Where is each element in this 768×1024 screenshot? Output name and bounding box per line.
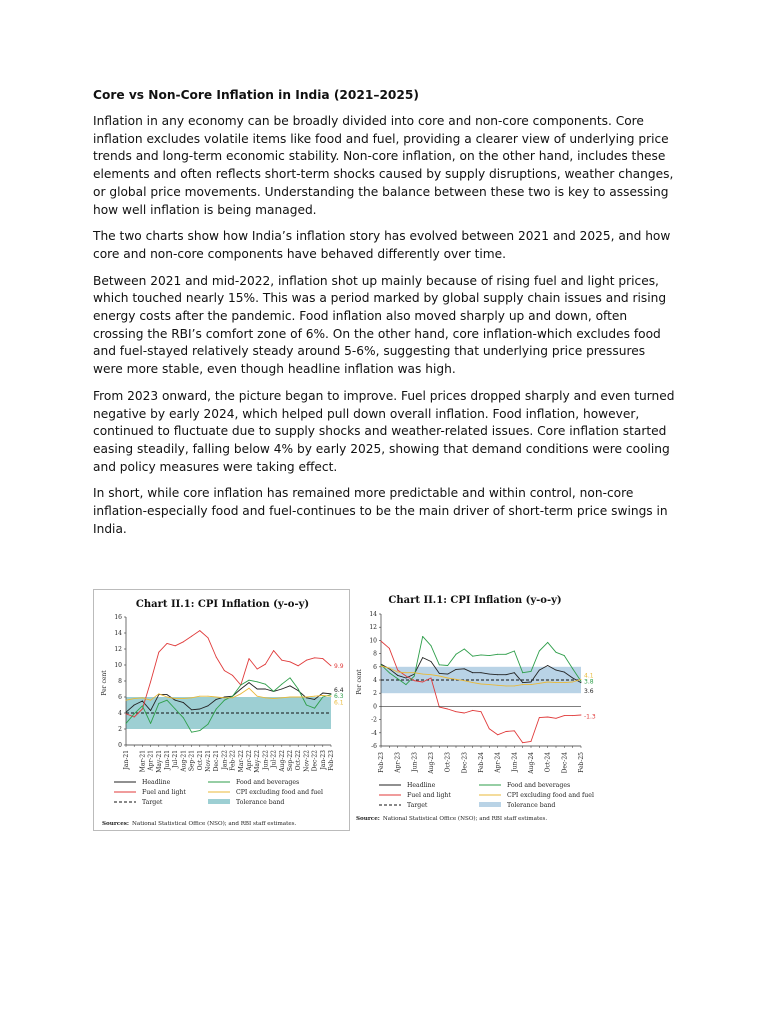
data-point (126, 723, 127, 724)
data-point (249, 688, 250, 689)
source-note (102, 820, 297, 827)
data-point (456, 669, 457, 670)
data-point (175, 709, 176, 710)
data-point (522, 682, 523, 683)
data-point (249, 658, 250, 659)
end-value-label: 3.8 (584, 678, 594, 686)
data-point (314, 699, 315, 700)
data-point (290, 677, 291, 678)
x-tick-label: Dec-21 (213, 750, 221, 772)
data-point (514, 730, 515, 731)
data-point (126, 712, 127, 713)
data-point (331, 694, 332, 695)
data-point (134, 713, 135, 714)
data-point (472, 672, 473, 673)
y-tick-label: -2 (371, 716, 377, 724)
data-point (556, 682, 557, 683)
legend-label: CPI excluding food and fuel (507, 792, 594, 799)
data-point (422, 657, 423, 658)
data-point (208, 637, 209, 638)
data-point (439, 673, 440, 674)
data-point (191, 709, 192, 710)
y-tick-label: 6 (118, 694, 122, 701)
data-point (306, 697, 307, 698)
data-point (489, 674, 490, 675)
legend-label: Fuel and light (407, 792, 451, 799)
data-point (199, 696, 200, 697)
data-point (142, 709, 143, 710)
paragraph-2021-2022: Between 2021 and mid-2022, inflation shot up mainly because of rising fuel and light prices, which touched nearly 15%. This was a period marked by global supply chain issues and rising energy costs after the pandemic. Food inflation also moved sharply up and down, often crossing the RBI’s comfort zone of 6%. On the other hand, core inflation-which excludes food and fuel-stayed relatively steady around 5-6%, suggesting that underlying price pressures were more stable, even though headline inflation was high. (93, 273, 667, 377)
chart-2-canvas (351, 588, 606, 828)
data-point (381, 641, 382, 642)
data-point (290, 697, 291, 698)
data-point (564, 672, 565, 673)
data-point (290, 661, 291, 662)
end-value-label: 3.6 (584, 688, 594, 696)
x-tick-label: Apr-23 (394, 752, 402, 773)
data-point (224, 697, 225, 698)
x-tick-label: Jun-23 (411, 752, 419, 772)
data-point (422, 674, 423, 675)
x-tick-label: Oct-22 (295, 750, 303, 771)
data-point (422, 682, 423, 683)
data-point (481, 684, 482, 685)
data-point (167, 643, 168, 644)
data-point (481, 672, 482, 673)
data-point (539, 670, 540, 671)
data-point (142, 701, 143, 702)
data-point (183, 641, 184, 642)
data-point (306, 705, 307, 706)
x-tick-label: Dec-23 (461, 752, 469, 774)
data-point (464, 713, 465, 714)
data-point (406, 672, 407, 673)
y-tick-label: 4 (118, 710, 122, 717)
legend-label: CPI excluding food and fuel (236, 789, 323, 796)
data-point (489, 655, 490, 656)
document-body (93, 86, 678, 547)
legend-label: Target (142, 799, 163, 806)
data-point (208, 705, 209, 706)
y-tick-label: 10 (114, 662, 122, 669)
data-point (564, 655, 565, 656)
data-point (281, 684, 282, 685)
x-tick-label: Feb-24 (478, 752, 485, 773)
data-point (531, 684, 532, 685)
x-tick-label: Aug-23 (428, 752, 435, 774)
legend-label: Tolerance band (507, 802, 556, 809)
chart-title: Chart II.1: CPI Inflation (y-o-y) (135, 599, 310, 610)
data-point (531, 682, 532, 683)
data-point (481, 654, 482, 655)
data-point (531, 671, 532, 672)
data-point (314, 657, 315, 658)
x-tick-label: May-22 (254, 750, 262, 773)
y-tick-label: 0 (373, 703, 377, 711)
data-point (224, 700, 225, 701)
data-point (249, 682, 250, 683)
data-point (522, 672, 523, 673)
data-point (539, 717, 540, 718)
data-point (414, 676, 415, 677)
y-tick-label: 14 (369, 611, 377, 618)
data-point (556, 652, 557, 653)
data-point (224, 697, 225, 698)
data-point (522, 684, 523, 685)
data-point (514, 685, 515, 686)
source-text: National Statistical Office (NSO); and RBI staff estimates. (382, 816, 548, 822)
x-tick-label: Dec-24 (561, 752, 569, 774)
data-point (506, 674, 507, 675)
chart-cpi-inflation-2021-2023 (93, 589, 350, 831)
data-point (306, 697, 307, 698)
data-point (134, 717, 135, 718)
data-point (281, 697, 282, 698)
source-label: Sources: (102, 821, 129, 827)
data-point (298, 689, 299, 690)
data-point (167, 700, 168, 701)
data-point (547, 717, 548, 718)
data-point (397, 672, 398, 673)
x-tick-label: Oct-21 (196, 750, 204, 771)
paragraph-summary: In short, while core inflation has remained more predictable and within control, non-core inflation-especially food and fuel-continues to be the main driver of short-term price swings in India. (93, 486, 668, 536)
data-point (431, 674, 432, 675)
x-tick-label: Jun-24 (511, 752, 519, 772)
data-point (464, 668, 465, 669)
data-point (431, 678, 432, 679)
data-point (572, 678, 573, 679)
data-point (167, 697, 168, 698)
data-point (581, 682, 582, 683)
x-tick-label: Sep-22 (287, 750, 294, 772)
data-point (306, 660, 307, 661)
data-point (224, 670, 225, 671)
data-point (257, 689, 258, 690)
end-value-label: 6.3 (334, 693, 344, 701)
data-point (240, 685, 241, 686)
data-point (431, 661, 432, 662)
data-point (322, 658, 323, 659)
legend-swatch (208, 799, 230, 804)
data-point (322, 697, 323, 698)
x-tick-label: Jul-22 (270, 750, 278, 768)
data-point (497, 734, 498, 735)
data-point (506, 685, 507, 686)
x-tick-label: Dec-22 (311, 750, 319, 772)
data-point (522, 742, 523, 743)
data-point (472, 710, 473, 711)
data-point (506, 654, 507, 655)
data-point (298, 665, 299, 666)
y-tick-label: 0 (118, 742, 122, 749)
x-tick-label: Jun-21 (164, 750, 171, 770)
legend-label: Target (407, 802, 428, 809)
x-tick-label: Feb-23 (328, 750, 335, 771)
data-point (314, 696, 315, 697)
data-point (257, 669, 258, 670)
x-tick-label: Apr-24 (494, 752, 502, 773)
end-value-label: 6.1 (334, 699, 344, 707)
y-tick-label: 14 (114, 630, 122, 637)
legend-label: Headline (142, 779, 171, 786)
x-tick-label: Feb-25 (578, 752, 585, 773)
data-point (456, 654, 457, 655)
x-tick-label: Aug-22 (278, 750, 286, 772)
x-tick-label: Jun-22 (262, 750, 270, 770)
data-point (150, 700, 151, 701)
x-tick-label: Oct-24 (544, 752, 552, 773)
y-tick-label: 2 (118, 726, 122, 733)
data-point (331, 665, 332, 666)
data-point (281, 660, 282, 661)
data-point (265, 689, 266, 690)
data-point (322, 693, 323, 694)
document-title: Core vs Non-Core Inflation in India (2021–2025) (93, 88, 419, 102)
data-point (489, 684, 490, 685)
data-point (481, 711, 482, 712)
data-point (389, 672, 390, 673)
data-point (257, 681, 258, 682)
x-tick-label: Feb-23 (378, 752, 385, 773)
y-tick-label: 8 (118, 678, 122, 685)
data-point (126, 700, 127, 701)
data-point (581, 681, 582, 682)
data-point (547, 665, 548, 666)
data-point (265, 684, 266, 685)
x-tick-label: Jul-21 (172, 750, 180, 768)
data-point (257, 696, 258, 697)
y-tick-label: 10 (369, 637, 377, 645)
x-tick-label: Jan-21 (123, 750, 130, 770)
data-point (240, 689, 241, 690)
data-point (414, 680, 415, 681)
data-point (456, 711, 457, 712)
data-point (232, 696, 233, 697)
end-value-label: -1.3 (584, 713, 596, 721)
data-point (422, 636, 423, 637)
x-tick-label: Jan-22 (221, 750, 229, 770)
data-point (439, 707, 440, 708)
data-point (158, 693, 159, 694)
y-tick-label: 12 (369, 624, 377, 632)
data-point (539, 651, 540, 652)
legend-label: Headline (407, 782, 436, 789)
y-tick-label: 4 (373, 677, 377, 684)
data-point (216, 697, 217, 698)
data-point (447, 674, 448, 675)
data-point (167, 694, 168, 695)
data-point (232, 697, 233, 698)
end-value-label: 9.9 (334, 662, 344, 670)
data-point (406, 684, 407, 685)
data-point (497, 674, 498, 675)
y-tick-label: -4 (371, 729, 377, 737)
data-point (547, 642, 548, 643)
data-point (531, 741, 532, 742)
data-point (514, 651, 515, 652)
data-point (142, 705, 143, 706)
data-point (183, 717, 184, 718)
data-point (472, 656, 473, 657)
y-tick-label: 12 (114, 646, 122, 653)
data-point (199, 630, 200, 631)
data-point (150, 723, 151, 724)
data-point (581, 715, 582, 716)
source-note (356, 815, 547, 822)
data-point (331, 693, 332, 694)
data-point (240, 693, 241, 694)
data-point (158, 703, 159, 704)
data-point (572, 682, 573, 683)
data-point (564, 715, 565, 716)
data-point (547, 682, 548, 683)
data-point (191, 697, 192, 698)
source-text: National Statistical Office (NSO); and RBI staff estimates. (131, 821, 297, 827)
data-point (489, 728, 490, 729)
data-point (290, 685, 291, 686)
data-point (208, 696, 209, 697)
data-point (381, 666, 382, 667)
data-point (183, 702, 184, 703)
legend-swatch (479, 802, 501, 807)
data-point (216, 699, 217, 700)
data-point (175, 700, 176, 701)
chart-1-canvas (94, 590, 349, 830)
data-point (439, 664, 440, 665)
data-point (158, 652, 159, 653)
data-point (199, 730, 200, 731)
x-tick-label: Oct-23 (444, 752, 452, 773)
data-point (447, 665, 448, 666)
data-point (265, 697, 266, 698)
data-point (414, 672, 415, 673)
y-tick-label: 16 (114, 614, 122, 621)
paragraph-intro: Inflation in any economy can be broadly divided into core and non-core components. Core inflation excludes volatile items like food and fuel, providing a clearer view of underlying price trends and long-term economic stability. Non-core inflation, on the other hand, includes these elements and often reflects short-term shocks caused by supply disruptions, weather changes, or global price movements. Understanding the balance between these two is key to assessing how well inflation is being managed. (93, 114, 674, 217)
data-point (464, 680, 465, 681)
legend-label: Food and beverages (507, 782, 571, 789)
data-point (456, 679, 457, 680)
data-point (389, 668, 390, 669)
source-label: Source: (356, 816, 380, 822)
data-point (447, 678, 448, 679)
data-point (397, 678, 398, 679)
legend-label: Food and beverages (236, 779, 300, 786)
data-point (581, 679, 582, 680)
y-axis-label: Per cent (356, 669, 363, 695)
legend-label: Fuel and light (142, 789, 186, 796)
data-point (134, 698, 135, 699)
data-point (314, 708, 315, 709)
end-value-label: 4.1 (584, 672, 594, 680)
chart-title: Chart II.1: CPI Inflation (y-o-y) (388, 595, 562, 606)
data-point (514, 672, 515, 673)
data-point (556, 670, 557, 671)
data-point (142, 697, 143, 698)
data-point (397, 670, 398, 671)
end-value-label: 6.4 (334, 686, 344, 694)
data-point (249, 680, 250, 681)
data-point (472, 682, 473, 683)
data-point (572, 668, 573, 669)
data-point (397, 675, 398, 676)
data-point (322, 695, 323, 696)
data-point (175, 645, 176, 646)
data-point (572, 715, 573, 716)
y-tick-label: 6 (373, 663, 377, 671)
data-point (191, 732, 192, 733)
data-point (406, 678, 407, 679)
data-point (497, 654, 498, 655)
data-point (273, 698, 274, 699)
data-point (273, 650, 274, 651)
data-point (183, 698, 184, 699)
data-point (150, 681, 151, 682)
data-point (134, 705, 135, 706)
data-point (150, 710, 151, 711)
x-tick-label: Apr-22 (246, 750, 253, 771)
data-point (216, 709, 217, 710)
data-point (464, 649, 465, 650)
x-tick-label: Jan-23 (319, 750, 327, 770)
chart-cpi-inflation-2023-2025 (351, 588, 606, 828)
data-point (556, 718, 557, 719)
legend-label: Tolerance band (236, 799, 285, 806)
data-point (199, 709, 200, 710)
data-point (126, 713, 127, 714)
data-point (216, 657, 217, 658)
data-point (281, 689, 282, 690)
data-point (447, 709, 448, 710)
data-point (273, 691, 274, 692)
x-tick-label: Mar-22 (237, 750, 245, 773)
data-point (439, 676, 440, 677)
x-tick-label: Nov-21 (205, 750, 212, 772)
x-tick-label: Nov-22 (303, 750, 311, 772)
x-tick-label: Feb-22 (229, 750, 237, 771)
y-axis-label: Per cent (101, 670, 108, 696)
x-tick-label: Mar-21 (139, 750, 147, 773)
data-point (506, 731, 507, 732)
y-tick-label: -6 (371, 743, 377, 750)
data-point (298, 697, 299, 698)
data-point (497, 685, 498, 686)
x-tick-label: Aug-24 (528, 752, 535, 774)
y-tick-label: 2 (373, 690, 377, 698)
paragraph-charts-overview: The two charts show how India’s inflation story has evolved between 2021 and 2025, and how core and non-core components have behaved differently over time. (93, 229, 671, 261)
data-point (389, 648, 390, 649)
data-point (265, 664, 266, 665)
x-tick-label: Sep-21 (188, 750, 196, 772)
x-tick-label: Apr-21 (147, 750, 155, 771)
y-tick-label: 8 (373, 650, 377, 658)
data-point (406, 676, 407, 677)
data-point (191, 636, 192, 637)
data-point (564, 682, 565, 683)
data-point (539, 683, 540, 684)
data-point (175, 698, 176, 699)
x-tick-label: Aug-21 (180, 750, 188, 772)
data-point (431, 645, 432, 646)
data-point (232, 675, 233, 676)
x-tick-label: May-21 (155, 750, 163, 773)
data-point (331, 696, 332, 697)
paragraph-2023-onward: From 2023 onward, the picture began to improve. Fuel prices dropped sharply and even turned negative by early 2024, which helped pull down overall inflation. Food inflation, however, continued to fluctuate due to supply shocks and weather-related issues. Core inflation started easing steadily, falling below 4% by early 2025, showing that demand conditions were cooling and policy measures were taking effect. (93, 388, 675, 474)
data-point (208, 724, 209, 725)
data-point (381, 664, 382, 665)
